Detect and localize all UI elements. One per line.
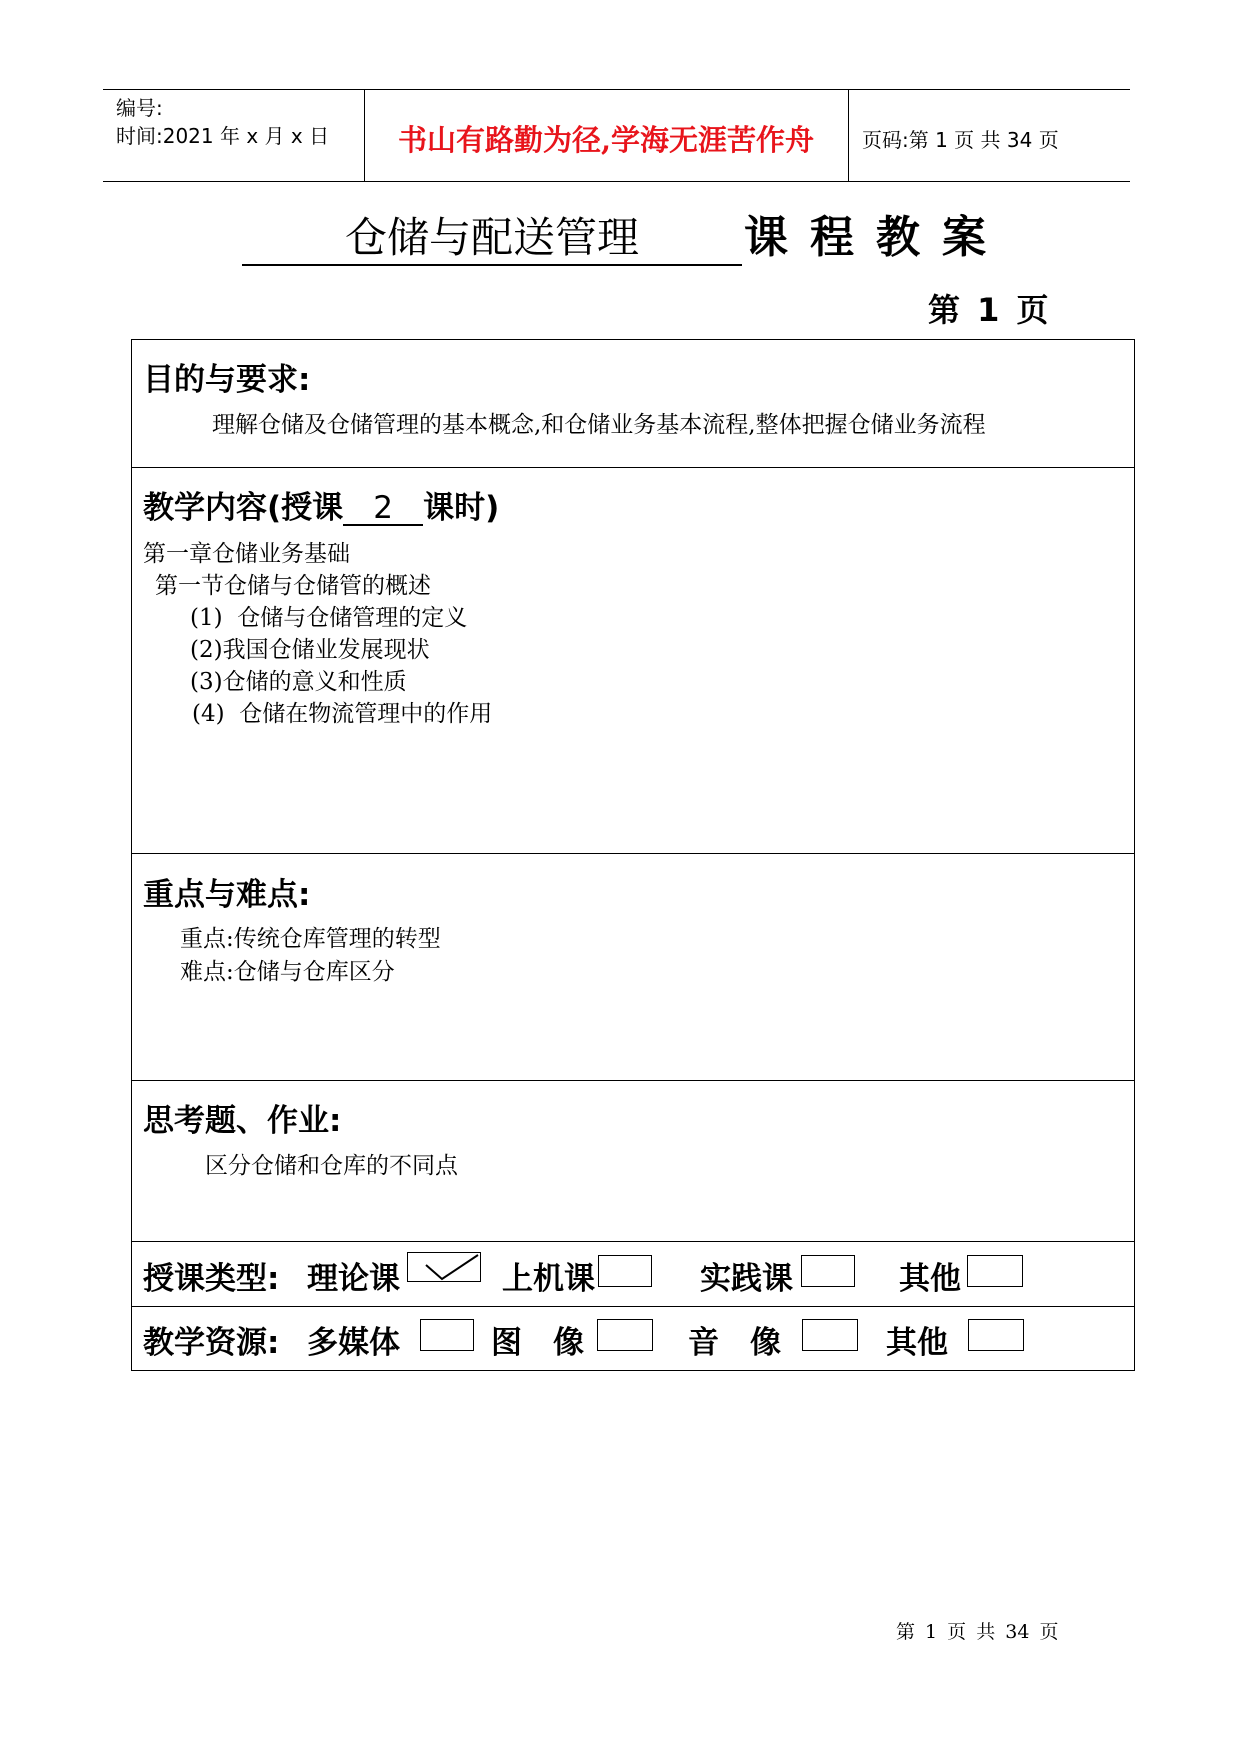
key-point-line: 重点:传统仓库管理的转型 — [180, 926, 441, 952]
lesson-type-lab: 上机课 — [502, 1261, 595, 1297]
header-bottom-rule — [103, 181, 1130, 182]
content-line: (1) 仓储与仓储管理的定义 — [190, 605, 468, 631]
content-heading — [143, 482, 499, 527]
lesson-type-label: 授课类型: — [143, 1261, 280, 1297]
page-number-label: 第 1 页 — [928, 291, 1049, 329]
lesson-type-other: 其他 — [899, 1261, 961, 1297]
objectives-text: 理解仓储及仓储管理的基本概念,和仓储业务基本流程,整体把握仓储业务流程 — [212, 412, 986, 438]
resource-other: 其他 — [886, 1325, 948, 1361]
content-line: 第一章仓储业务基础 — [143, 541, 350, 567]
date-label: 时间:2021 年 x 月 x 日 — [116, 124, 330, 148]
check-mark-icon — [408, 1253, 480, 1281]
row-divider — [131, 1080, 1135, 1081]
multimedia-checkbox[interactable] — [420, 1319, 474, 1351]
page-info: 页码:第 1 页 共 34 页 — [862, 128, 1059, 152]
resource-image: 图 像 — [491, 1325, 584, 1361]
lab-checkbox[interactable] — [598, 1255, 652, 1287]
row-divider — [131, 1306, 1135, 1307]
content-heading-prefix: 教学内容(授课 — [143, 490, 344, 526]
content-heading-suffix: 课时) — [423, 490, 500, 526]
row-divider — [131, 467, 1135, 468]
resource-audio-video: 音 像 — [688, 1325, 781, 1361]
motto: 书山有路勤为径,学海无涯苦作舟 — [397, 123, 815, 157]
difficulty-line: 难点:仓储与仓库区分 — [180, 959, 395, 985]
objectives-heading: 目的与要求: — [143, 362, 311, 398]
image-checkbox[interactable] — [597, 1319, 653, 1351]
key-points-heading: 重点与难点: — [143, 877, 311, 913]
homework-text: 区分仓储和仓库的不同点 — [205, 1153, 458, 1179]
header-divider-right — [848, 89, 849, 181]
theory-checkbox[interactable] — [407, 1252, 481, 1282]
header-top-rule — [103, 89, 1130, 90]
resources-label: 教学资源: — [143, 1325, 280, 1361]
doc-type-title: 课程教案 — [744, 212, 1008, 263]
class-hours-value: 2 — [343, 492, 423, 526]
content-line: (2)我国仓储业发展现状 — [190, 637, 430, 663]
content-line: (3)仓储的意义和性质 — [190, 669, 407, 695]
resource-other-checkbox[interactable] — [968, 1319, 1024, 1351]
course-name: 仓储与配送管理 — [242, 212, 742, 266]
lesson-type-practice: 实践课 — [700, 1261, 793, 1297]
content-line: 第一节仓储与仓储管的概述 — [155, 573, 431, 599]
row-divider — [131, 853, 1135, 854]
page-footer: 第 1 页 共 34 页 — [896, 1621, 1059, 1643]
audio-video-checkbox[interactable] — [802, 1319, 858, 1351]
content-line: (4) 仓储在物流管理中的作用 — [192, 701, 493, 727]
resource-multimedia: 多媒体 — [307, 1325, 400, 1361]
practice-checkbox[interactable] — [801, 1255, 855, 1287]
header-divider-left — [364, 89, 365, 181]
lesson-other-checkbox[interactable] — [967, 1255, 1023, 1287]
serial-label: 编号: — [116, 96, 163, 120]
homework-heading: 思考题、作业: — [143, 1103, 342, 1139]
row-divider — [131, 1241, 1135, 1242]
lesson-type-theory: 理论课 — [307, 1261, 400, 1297]
